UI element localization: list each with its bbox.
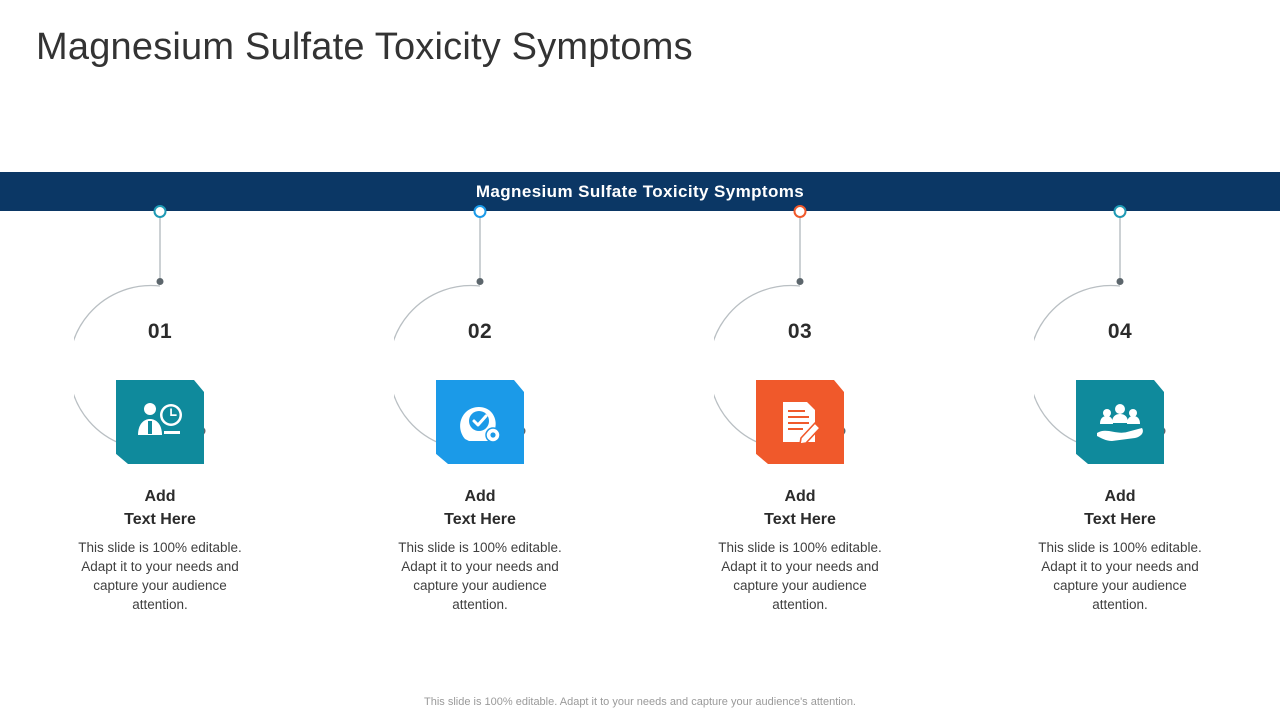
step-number: 04 [1107, 320, 1133, 343]
diagram-step-3[interactable] [640, 200, 960, 640]
step-number: 01 [147, 320, 173, 343]
step-heading-line2: Text Here [1084, 511, 1156, 528]
step-heading-line1: Add [784, 488, 816, 505]
page-title: Magnesium Sulfate Toxicity Symptoms [36, 26, 693, 68]
pin-tip-icon [157, 278, 164, 285]
pin-tip-icon [1117, 278, 1124, 285]
step-body: This slide is 100% editable. Adapt it to your needs and capture your audience attention. [398, 540, 562, 612]
step-heading-line1: Add [144, 488, 176, 505]
pin-dot-icon [154, 205, 167, 218]
pin-stem [800, 210, 801, 282]
step-body: This slide is 100% editable. Adapt it to your needs and capture your audience attention. [78, 540, 242, 612]
step-heading-line2: Text Here [124, 511, 196, 528]
diagram-step-4[interactable] [960, 200, 1280, 640]
pin-stem [480, 210, 481, 282]
pin-dot-icon [474, 205, 487, 218]
head-gear-check-icon [455, 399, 505, 445]
footer-note: This slide is 100% editable. Adapt it to your needs and capture your audience's attention. [424, 696, 856, 708]
doctor-clock-icon [134, 399, 186, 445]
step-heading-line1: Add [1104, 488, 1136, 505]
step-body: This slide is 100% editable. Adapt it to your needs and capture your audience attention. [718, 540, 882, 612]
step-icon-tile[interactable] [116, 380, 204, 464]
step-heading [640, 485, 960, 531]
pin-stem [1120, 210, 1121, 282]
step-heading [0, 485, 320, 531]
pin-dot-icon [1114, 205, 1127, 218]
step-heading-line1: Add [464, 488, 496, 505]
step-heading [960, 485, 1280, 531]
step-body: This slide is 100% editable. Adapt it to your needs and capture your audience attention. [1038, 540, 1202, 612]
step-heading-line2: Text Here [444, 511, 516, 528]
diagram-step-1[interactable] [0, 200, 320, 640]
pin-tip-icon [477, 278, 484, 285]
step-number: 02 [467, 320, 493, 343]
diagram-step-2[interactable] [320, 200, 640, 640]
step-number: 03 [787, 320, 813, 343]
banner-title: Magnesium Sulfate Toxicity Symptoms [475, 181, 805, 201]
pin-tip-icon [797, 278, 804, 285]
hand-people-care-icon [1094, 401, 1146, 443]
step-icon-tile[interactable] [1076, 380, 1164, 464]
step-heading-line2: Text Here [764, 511, 836, 528]
diagram-columns [0, 200, 1280, 640]
step-heading [320, 485, 640, 531]
pin-dot-icon [794, 205, 807, 218]
pin-stem [160, 210, 161, 282]
step-icon-tile[interactable] [756, 380, 844, 464]
step-icon-tile[interactable] [436, 380, 524, 464]
document-pen-icon [777, 398, 823, 446]
